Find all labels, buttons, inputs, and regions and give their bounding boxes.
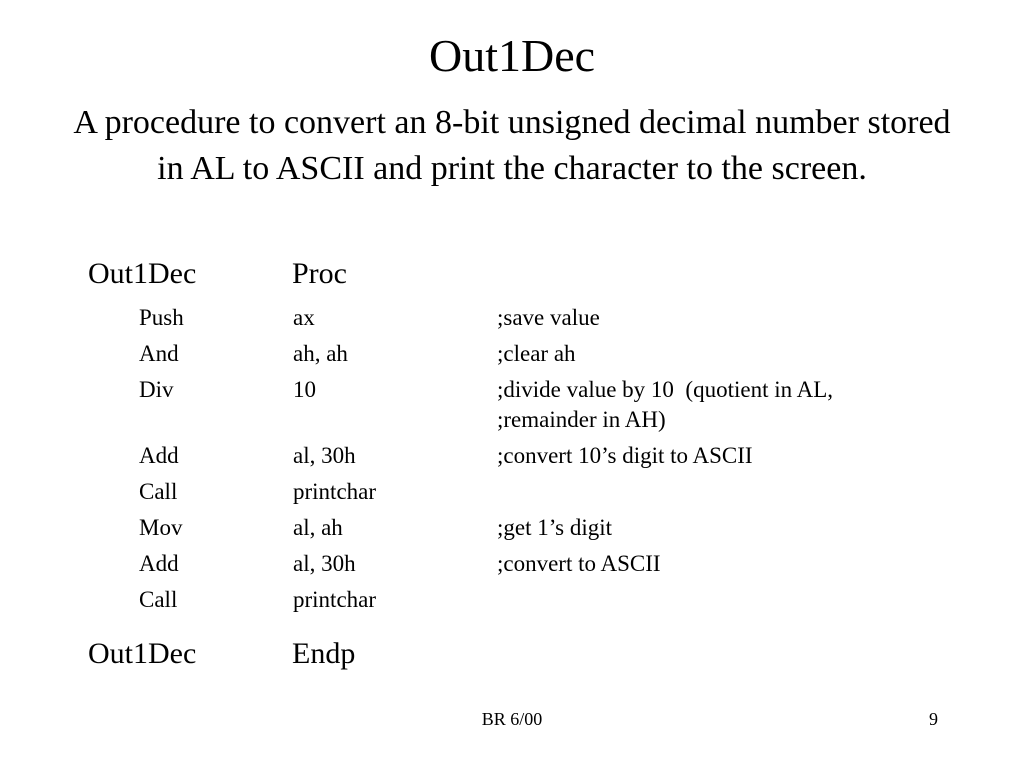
code-operand: ah, ah: [293, 341, 348, 366]
code-mnemonic: Push: [139, 305, 184, 330]
code-comment: ;clear ah: [497, 341, 576, 366]
code-operand: printchar: [293, 587, 377, 612]
code-mnemonic: Mov: [139, 515, 183, 540]
slide-title: Out1Dec: [428, 30, 596, 81]
code-row: [139, 375, 999, 441]
code-operand: 10: [293, 377, 316, 402]
proc-start-op: Proc: [292, 257, 347, 290]
code-mnemonic: Call: [139, 587, 178, 612]
code-operand: al, ah: [293, 515, 343, 540]
code-row: [139, 549, 999, 585]
code-mnemonic: Add: [139, 443, 179, 468]
code-operand: ax: [293, 305, 315, 330]
code-mnemonic: And: [139, 341, 179, 366]
code-comment: ;save value: [497, 305, 600, 330]
code-row: [139, 303, 999, 339]
code-comment: ;convert to ASCII: [497, 551, 661, 576]
code-mnemonic: Add: [139, 551, 179, 576]
code-mnemonic: Div: [139, 377, 174, 402]
code-row: [139, 339, 999, 375]
proc-end-label: Out1Dec: [88, 637, 197, 670]
slide-subtitle: A procedure to convert an 8-bit unsigned decimal number stored in AL to ASCII and print the character to the screen.: [73, 104, 951, 187]
page-number: 9: [929, 709, 938, 729]
footer-label: BR 6/00: [481, 709, 543, 729]
code-mnemonic: Call: [139, 479, 178, 504]
code-row: [139, 441, 999, 477]
code-row: [139, 585, 999, 621]
proc-start-label: Out1Dec: [88, 257, 197, 290]
code-comment: ;convert 10’s digit to ASCII: [497, 443, 753, 468]
code-listing: [139, 303, 999, 621]
proc-end-op: Endp: [292, 637, 356, 670]
code-operand: al, 30h: [293, 443, 356, 468]
code-operand: al, 30h: [293, 551, 356, 576]
code-operand: printchar: [293, 479, 377, 504]
code-row: [139, 513, 999, 549]
code-comment: ;divide value by 10 (quotient in AL, ;remainder in AH): [497, 377, 834, 432]
code-comment: ;get 1’s digit: [497, 515, 612, 540]
code-row: [139, 477, 999, 513]
